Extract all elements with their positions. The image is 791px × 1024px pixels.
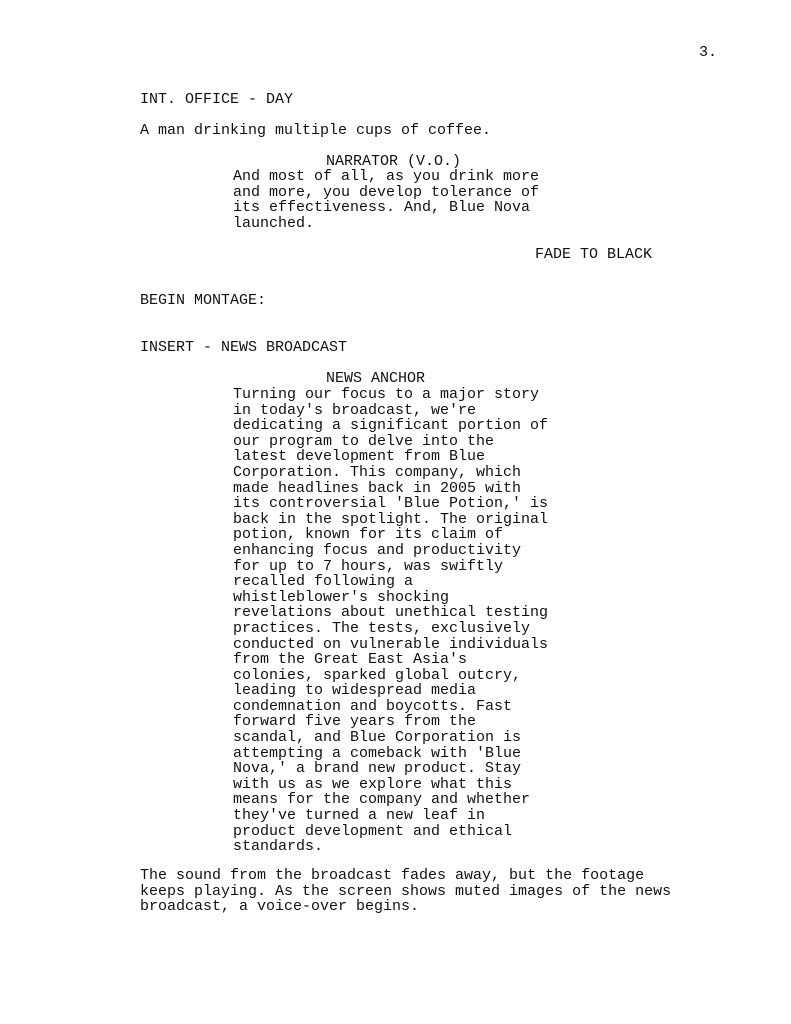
text-line: revelations about unethical testing — [233, 604, 549, 622]
text-line: and more, you develop tolerance of — [233, 183, 540, 201]
text-line: leading to widespread media — [233, 682, 477, 700]
text-line: with us as we explore what this — [233, 775, 513, 793]
text-line: our program to delve into the — [233, 432, 495, 450]
text-line: Turning our focus to a major story — [233, 386, 540, 403]
dialogue-narrator — [233, 169, 539, 231]
text-line: for up to 7 hours, was swiftly — [233, 557, 504, 575]
text-line: practices. The tests, exclusively — [233, 619, 531, 637]
text-line: enhancing focus and productivity — [233, 541, 522, 559]
text-line: they've turned a new leaf in — [233, 807, 486, 825]
text-line: means for the company and whether — [233, 791, 531, 809]
insert-heading: INSERT - NEWS BROADCAST — [140, 339, 348, 356]
text-line: whistleblower's shocking — [233, 588, 450, 606]
text-line: recalled following a — [233, 573, 414, 591]
page-number: 3. — [699, 44, 718, 61]
action-broadcast-fades — [140, 868, 671, 915]
montage-heading: BEGIN MONTAGE: — [140, 292, 267, 309]
text-line: latest development from Blue — [233, 448, 486, 466]
text-line: scandal, and Blue Corporation is — [233, 729, 522, 747]
text-line: And most of all, as you drink more — [233, 168, 540, 185]
text-line: its effectiveness. And, Blue Nova — [233, 199, 531, 217]
text-line: launched. — [233, 214, 315, 232]
transition-fade-to-black: FADE TO BLACK — [535, 246, 653, 263]
text-line: forward five years from the — [233, 713, 477, 731]
text-line: Nova,' a brand new product. Stay — [233, 760, 522, 778]
text-line: potion, known for its claim of — [233, 526, 504, 544]
text-line: broadcast, a voice-over begins. — [140, 898, 420, 916]
text-line: conducted on vulnerable individuals — [233, 635, 549, 653]
text-line: keeps playing. As the screen shows muted images of the news — [140, 882, 672, 900]
text-line: its controversial 'Blue Potion,' is — [233, 495, 549, 513]
text-line: condemnation and boycotts. Fast — [233, 697, 513, 715]
dialogue-news-anchor — [233, 387, 548, 855]
text-line: Corporation. This company, which — [233, 463, 522, 481]
text-line: from the Great East Asia's — [233, 651, 468, 669]
character-narrator: NARRATOR (V.O.) — [326, 153, 462, 170]
text-line: dedicating a significant portion of — [233, 417, 549, 435]
text-line: made headlines back in 2005 with — [233, 479, 522, 497]
text-line: standards. — [233, 838, 324, 856]
text-line: product development and ethical — [233, 822, 513, 840]
text-line: back in the spotlight. The original — [233, 510, 549, 528]
text-line: colonies, sparked global outcry, — [233, 666, 522, 684]
text-line: The sound from the broadcast fades away, but the footage — [140, 867, 645, 884]
character-news-anchor: NEWS ANCHOR — [326, 370, 426, 387]
text-line: attempting a comeback with 'Blue — [233, 744, 522, 762]
action-coffee: A man drinking multiple cups of coffee. — [140, 122, 492, 139]
scene-heading-office: INT. OFFICE - DAY — [140, 91, 294, 108]
text-line: in today's broadcast, we're — [233, 401, 477, 419]
